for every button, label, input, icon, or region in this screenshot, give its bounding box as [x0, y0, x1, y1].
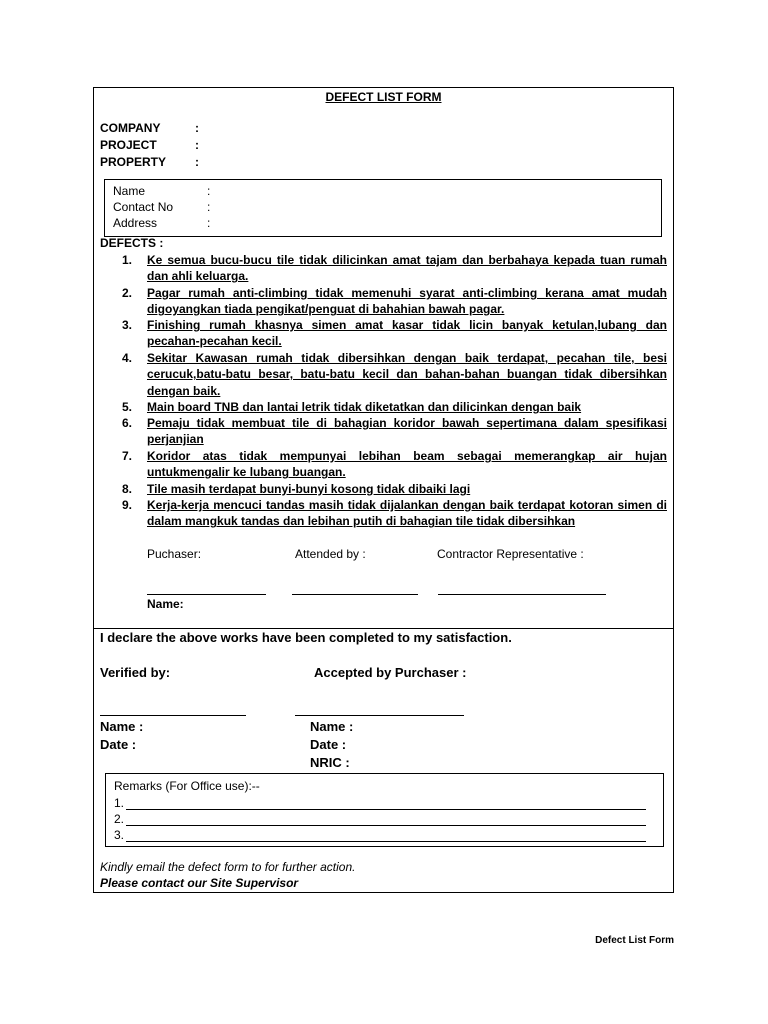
remarks-line-3: [126, 841, 646, 842]
section-divider: [93, 628, 674, 629]
remarks-line-1: [126, 809, 646, 810]
list-item-text: Finishing rumah khasnya simen amat kasar tidak licin banyak ketulan,lubang dan pecahan-pecahan kecil.: [147, 318, 667, 349]
list-item-text: Sekitar Kawasan rumah tidak dibersihkan dengan baik terdapat, pecahan tile, besi cerucuk,batu-batu besar, batu-batu kecil dan bahan-bahan buangan tidak dibersihkan dengan baik.: [147, 351, 667, 398]
list-item-number: 6.: [122, 416, 133, 430]
verified-by-label: Verified by:: [100, 665, 171, 680]
list-item-number: 5.: [122, 400, 133, 414]
remarks-line-3-number: 3.: [114, 828, 125, 842]
purchaser-signature-line: [147, 594, 266, 595]
company-colon: :: [195, 121, 199, 135]
remarks-line-2: [126, 825, 646, 826]
project-label: PROJECT: [100, 138, 157, 152]
list-item-number: 4.: [122, 351, 133, 365]
accepted-signature-line: [295, 715, 464, 716]
property-label: PROPERTY: [100, 155, 167, 169]
name-label: Name: [113, 184, 146, 198]
purchaser-date-label: Date :: [310, 737, 347, 752]
property-colon: :: [195, 155, 199, 169]
address-label: Address: [113, 216, 158, 230]
list-item-number: 3.: [122, 318, 133, 332]
verified-date-label: Date :: [100, 737, 137, 752]
declaration-text: I declare the above works have been completed to my satisfaction.: [100, 630, 512, 645]
list-item-text: Pagar rumah anti-climbing tidak memenuhi syarat anti-climbing kerana amat mudah digoyangkan tiada pengikat/penguat di bahahian bawah pagar.: [147, 286, 667, 317]
list-item-number: 7.: [122, 449, 133, 463]
list-item-text: Pemaju tidak membuat tile di bahagian koridor bawah sepertimana dalam spesifikasi perjanjian: [147, 416, 667, 447]
contact-box: [104, 179, 662, 237]
contact-label: Contact No: [113, 200, 174, 214]
contact-colon: :: [207, 200, 211, 214]
company-label: COMPANY: [100, 121, 161, 135]
remarks-title: Remarks (For Office use):--: [114, 779, 260, 793]
project-colon: :: [195, 138, 199, 152]
remarks-line-1-number: 1.: [114, 796, 125, 810]
list-item-text: Tile masih terdapat bunyi-bunyi kosong tidak dibaiki lagi: [147, 482, 471, 496]
list-item-text: Main board TNB dan lantai letrik tidak diketatkan dan dilicinkan dengan baik: [147, 400, 582, 414]
purchaser-label: Puchaser:: [147, 547, 202, 561]
accepted-by-label: Accepted by Purchaser :: [314, 665, 467, 680]
remarks-line-2-number: 2.: [114, 812, 125, 826]
list-item-number: 9.: [122, 498, 133, 512]
email-note: Kindly email the defect form to for further action.: [100, 860, 356, 874]
purchaser-name-label: Name :: [310, 719, 354, 734]
name-colon: :: [207, 184, 211, 198]
address-colon: :: [207, 216, 211, 230]
list-item-text: Koridor atas tidak mempunyai lebihan beam sebagai memerangkap air hujan untukmengalir ke lubang buangan.: [147, 449, 667, 480]
list-item-text: Kerja-kerja mencuci tandas masih tidak dijalankan dengan baik terdapat kotoran simen di dalam mangkuk tandas dan lebihan putih di bahagian tile tidak dibersihkan: [147, 498, 667, 529]
defects-label: DEFECTS :: [100, 236, 164, 250]
contractor-rep-label: Contractor Representative :: [437, 547, 584, 561]
contact-note: Please contact our Site Supervisor: [100, 876, 299, 890]
verified-signature-line: [100, 715, 246, 716]
page-footer: Defect List Form: [595, 935, 674, 946]
attended-signature-line: [292, 594, 418, 595]
verified-name-label: Name :: [100, 719, 144, 734]
purchaser-nric-label: NRIC :: [310, 755, 350, 770]
list-item-text: Ke semua bucu-bucu tile tidak dilicinkan amat tajam dan berbahaya kepada tuan rumah dan ahli keluarga.: [147, 253, 667, 284]
list-item-number: 2.: [122, 286, 133, 300]
list-item-number: 8.: [122, 482, 133, 496]
attended-by-label: Attended by :: [295, 547, 366, 561]
list-item-number: 1.: [122, 253, 133, 267]
contractor-signature-line: [438, 594, 606, 595]
signature-name-label: Name:: [147, 597, 184, 611]
form-title: DEFECT LIST FORM: [325, 90, 442, 104]
